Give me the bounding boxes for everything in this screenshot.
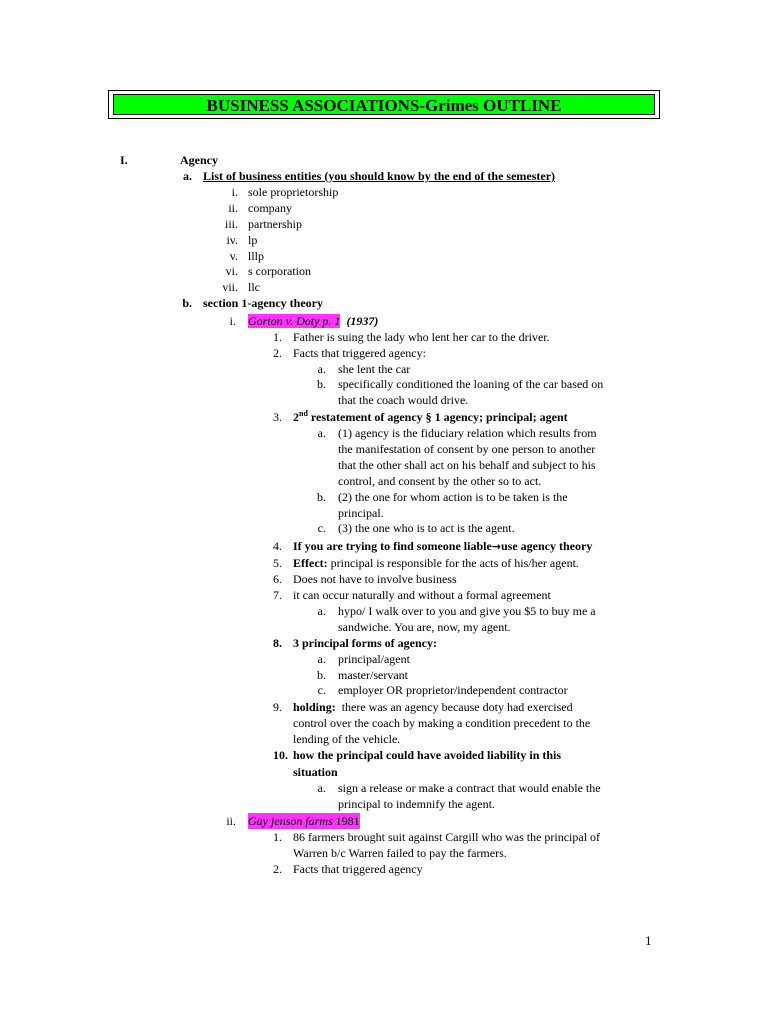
point-text: holding: there was an agency because doty had exercised [293, 700, 573, 714]
list-item: sole proprietorship [248, 185, 339, 199]
subpoint-text: principal/agent [338, 652, 410, 666]
subpoint-marker: c. [317, 683, 326, 697]
subsection-marker: a. [183, 169, 192, 183]
document-title: BUSINESS ASSOCIATIONS-Grimes OUTLINE [113, 94, 655, 115]
point-marker: 7. [273, 588, 282, 602]
case-heading [248, 313, 378, 329]
subpoint-text: hypo/ I walk over to you and give you $5 to buy me a [338, 604, 596, 618]
subpoint-marker: b. [317, 668, 326, 682]
subpoint-text: specifically conditioned the loaning of the car based on [338, 377, 604, 391]
list-marker: vi. [225, 264, 238, 278]
subpoint-text: the manifestation of consent by one person to another [338, 442, 596, 456]
subpoint-marker: a. [317, 604, 326, 618]
subsection-heading: section 1-agency theory [203, 296, 323, 310]
subpoint-text: control, and consent by the other so to act. [338, 474, 542, 488]
point-marker: 10. [273, 748, 288, 762]
subpoint-marker: b. [317, 490, 326, 504]
subpoint-marker: a. [317, 652, 326, 666]
point-marker: 3. [273, 410, 282, 424]
subpoint-text: (3) the one who is to act is the agent. [338, 521, 515, 535]
point-marker: 4. [273, 539, 282, 553]
point-marker: 2. [273, 862, 282, 876]
point-heading: If you are trying to find someone liable→use agency theory [293, 539, 593, 553]
list-marker: ii. [228, 201, 238, 215]
point-heading: 2nd restatement of agency § 1 agency; principal; agent [293, 409, 568, 424]
point-marker: 1. [273, 330, 282, 344]
list-marker: vii. [222, 280, 238, 294]
subpoint-text: sign a release or make a contract that would enable the [338, 781, 601, 795]
subpoint-text: principal to indemnify the agent. [338, 797, 495, 811]
point-text: Father is suing the lady who lent her car to the driver. [293, 330, 550, 344]
subpoint-text: employer OR proprietor/independent contractor [338, 683, 568, 697]
subpoint-marker: b. [317, 377, 326, 391]
title-box [108, 90, 660, 119]
point-heading: how the principal could have avoided liability in this [293, 748, 562, 762]
list-item: llc [248, 280, 260, 294]
list-item: lllp [248, 249, 265, 263]
subsection-heading: List of business entities (you should know by the end of the semester) [203, 169, 556, 183]
section-heading: Agency [180, 153, 218, 167]
subpoint-text: she lent the car [338, 362, 411, 376]
point-text: Facts that triggered agency: [293, 346, 426, 360]
list-item: company [248, 201, 292, 215]
point-text: 86 farmers brought suit against Cargill who was the principal of [293, 830, 601, 844]
point-text: Does not have to involve business [293, 572, 457, 586]
case-name: Gorton v. Doty p. 1 [248, 314, 341, 328]
point-text: Warren b/c Warren failed to pay the farmers. [293, 846, 507, 860]
list-marker: v. [229, 249, 238, 263]
subpoint-text: principal. [338, 506, 384, 520]
page-number: 1 [645, 933, 652, 948]
subpoint-text: (2) the one for whom action is to be taken is the [338, 490, 568, 504]
subsection-marker: b. [182, 296, 192, 310]
subpoint-marker: a. [317, 781, 326, 795]
point-text: Facts that triggered agency [293, 862, 423, 876]
case-name: Gay jenson farms [248, 814, 333, 828]
subpoint-text: sandwiche. You are, now, my agent. [338, 620, 511, 634]
point-text: it can occur naturally and without a formal agreement [293, 588, 551, 602]
point-marker: 2. [273, 346, 282, 360]
case-heading [248, 813, 360, 829]
case-year: 1981 [332, 814, 360, 828]
point-text: lending of the vehicle. [293, 732, 401, 746]
point-marker: 6. [273, 572, 282, 586]
point-heading: 3 principal forms of agency: [293, 636, 437, 650]
subpoint-marker: c. [317, 521, 326, 535]
point-text: Effect: principal is responsible for the acts of his/her agent. [293, 556, 579, 570]
subpoint-marker: a. [317, 362, 326, 376]
list-item: lp [248, 233, 258, 247]
list-item: partnership [248, 217, 302, 231]
case-year: (1937) [346, 314, 379, 328]
subpoint-text: that the other shall act on his behalf and subject to his [338, 458, 596, 472]
point-marker: 1. [273, 830, 282, 844]
list-item: s corporation [248, 264, 311, 278]
section-marker: I. [120, 153, 128, 167]
subpoint-text: that the coach would drive. [338, 393, 469, 407]
subpoint-text: master/servant [338, 668, 408, 682]
point-text: control over the coach by making a condition precedent to the [293, 716, 591, 730]
subpoint-text: (1) agency is the fiduciary relation which results from [338, 426, 597, 440]
list-marker: i. [231, 185, 238, 199]
point-marker: 9. [273, 700, 282, 714]
arrow-right-icon: → [491, 540, 501, 553]
point-marker: 8. [273, 636, 282, 650]
list-marker: iii. [224, 217, 238, 231]
point-marker: 5. [273, 556, 282, 570]
subpoint-marker: a. [317, 426, 326, 440]
list-marker: iv. [226, 233, 238, 247]
point-heading: situation [293, 765, 338, 779]
case-marker: ii. [226, 814, 236, 828]
case-marker: i. [229, 314, 236, 328]
